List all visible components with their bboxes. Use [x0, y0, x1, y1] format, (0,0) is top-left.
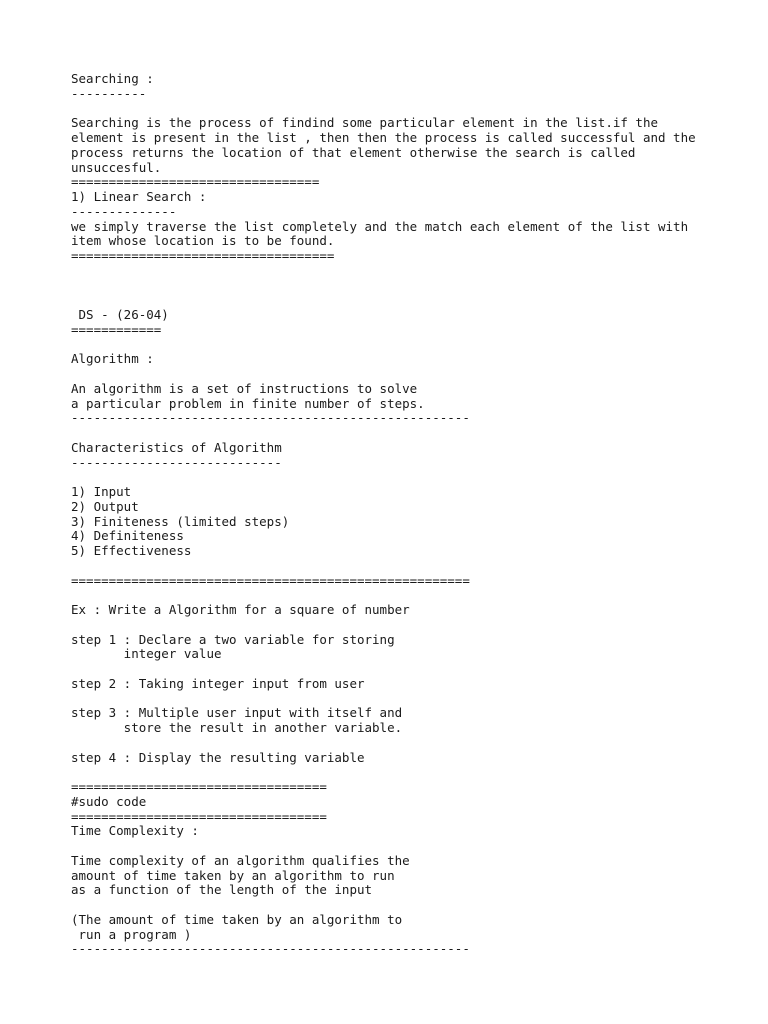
document-line: Algorithm : [71, 351, 154, 367]
document-line: step 3 : Multiple user input with itself and [71, 705, 403, 721]
document-line: 2) Output [71, 498, 139, 514]
document-line: An algorithm is a set of instructions to solve [71, 380, 418, 396]
document-line: amount of time taken by an algorithm to run [71, 867, 395, 883]
document-line: ---------------------------- [71, 454, 282, 470]
document-line: =================================== [71, 248, 335, 263]
document-line: integer value [71, 646, 222, 662]
document-line: ---------- [71, 85, 147, 101]
document-line: Time Complexity : [71, 823, 199, 839]
document-line: we simply traverse the list completely and the match each element of the list with [71, 218, 689, 234]
document-line: process returns the location of that element otherwise the search is called [71, 144, 636, 160]
document-line: step 4 : Display the resulting variable [71, 749, 365, 765]
document-line: -------------- [71, 203, 177, 219]
document-line: a particular problem in finite number of steps. [71, 395, 425, 411]
document-text [71, 72, 751, 957]
document-line: 1) Input [71, 484, 132, 499]
document-line: ================================= [71, 174, 320, 190]
document-line: Characteristics of Algorithm [71, 439, 282, 455]
document-line: ================================== [71, 808, 327, 824]
document-page [71, 72, 751, 957]
document-line: ============ [71, 321, 162, 337]
document-line: element is present in the list , then then the process is called successful and the [71, 130, 696, 145]
document-line: Searching : [71, 71, 154, 86]
document-line: ===================================================== [71, 572, 470, 588]
document-line: step 1 : Declare a two variable for storing [71, 631, 395, 647]
document-line: 5) Effectiveness [71, 543, 192, 558]
document-line: as a function of the length of the input [71, 882, 373, 898]
document-line: DS - (26-04) [71, 307, 169, 322]
document-line: Searching is the process of findind some particular element in the list.if the [71, 115, 658, 131]
document-line: run a program ) [71, 926, 192, 942]
document-line: (The amount of time taken by an algorithm to [71, 911, 403, 927]
document-line: unsuccesful. [71, 159, 162, 175]
document-line: ----------------------------------------------------- [71, 941, 470, 957]
document-line: 3) Finiteness (limited steps) [71, 513, 290, 529]
document-line: 1) Linear Search : [71, 189, 207, 204]
document-line: item whose location is to be found. [71, 233, 335, 249]
document-line: store the result in another variable. [71, 720, 403, 735]
document-line: 4) Definiteness [71, 528, 184, 544]
document-line: Ex : Write a Algorithm for a square of number [71, 602, 410, 617]
document-line: step 2 : Taking integer input from user [71, 675, 365, 691]
document-line: ----------------------------------------------------- [71, 410, 470, 426]
document-line: Time complexity of an algorithm qualifies the [71, 852, 410, 868]
document-line: ================================== [71, 779, 327, 794]
document-line: #sudo code [71, 793, 147, 809]
